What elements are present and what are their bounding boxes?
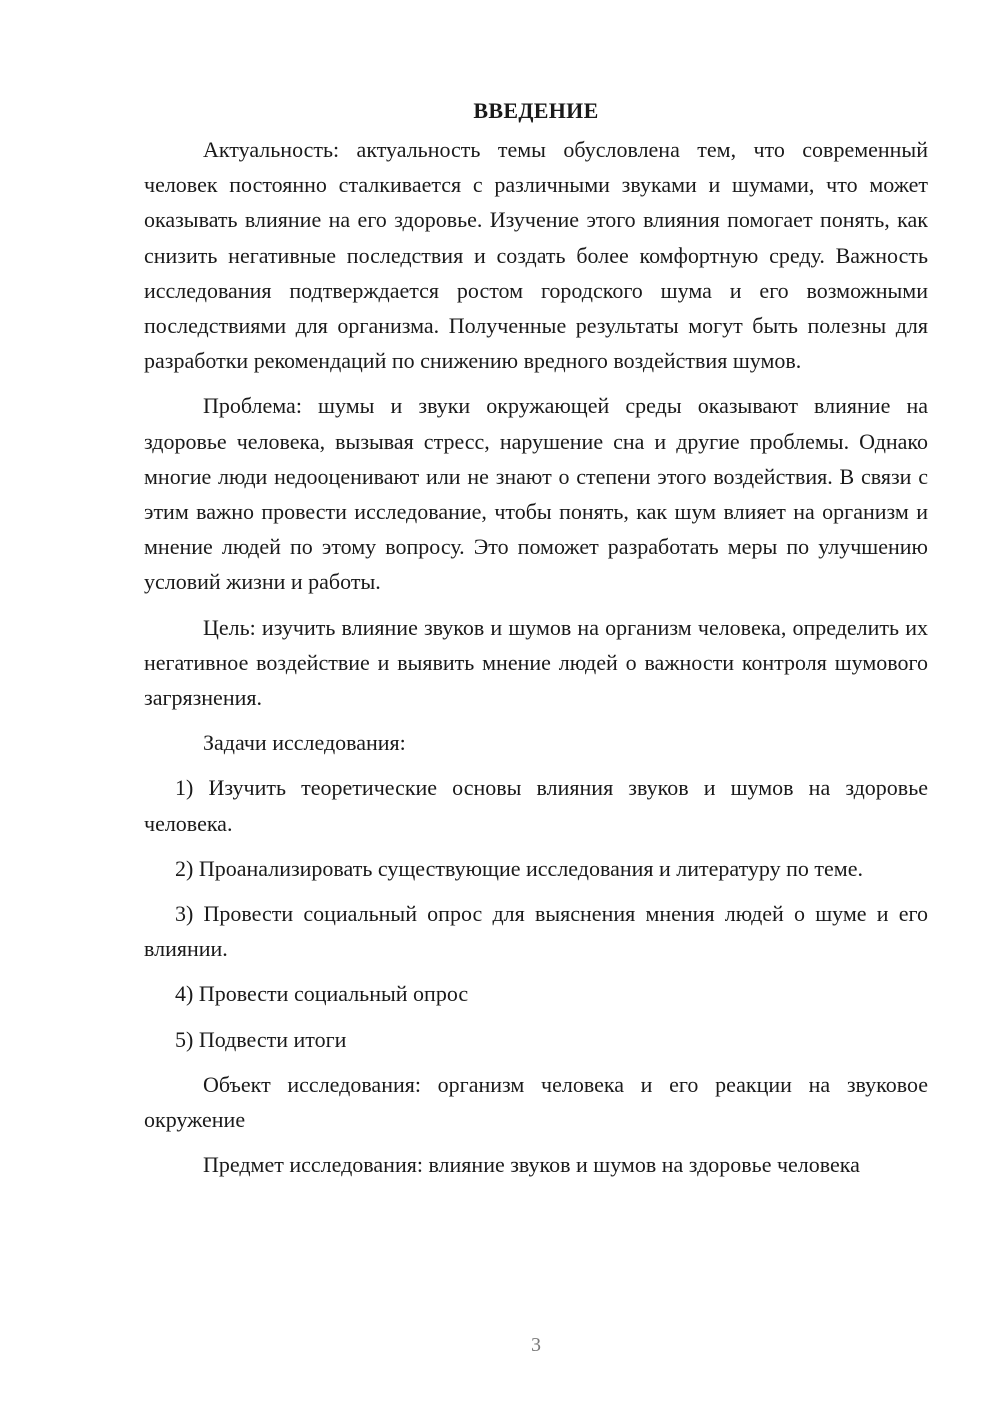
problem-paragraph: Проблема: шумы и звуки окружающей среды оказывают влияние на здоровье человека, вызывая стресс, нарушение сна и другие проблемы. Однако многие люди недооценивают или не знают о степени этого воздействия. В связи с этим важно провести исследование, чтобы понять, как шум влияет на организм и мнение людей по этому вопросу. Это поможет разработать меры по улучшению условий жизни и работы. bbox=[144, 393, 928, 595]
subject-paragraph: Предмет исследования: влияние звуков и шумов на здоровье человека bbox=[203, 1152, 860, 1178]
document-page bbox=[144, 92, 928, 1192]
task-item-5: 5) Подвести итоги bbox=[175, 1026, 347, 1052]
task-item-1: 1) Изучить теоретические основы влияния звуков и шумов на здоровье человека. bbox=[144, 775, 928, 836]
relevance-paragraph: Актуальность: актуальность темы обусловлена тем, что современный человек постоянно сталкивается с различными звуками и шумами, что может оказывать влияние на его здоровье. Изучение этого влияния помогает понять, как снизить негативные последствия и создать более комфортную среду. Важность исследования подтверждается ростом городского шума и его возможными последствиями для организма. Полученные результаты могут быть полезны для разработки рекомендаций по снижению вредного воздействия шумов. bbox=[144, 137, 928, 374]
task-item-3: 3) Провести социальный опрос для выяснения мнения людей о шуме и его влиянии. bbox=[144, 901, 928, 962]
tasks-heading: Задачи исследования: bbox=[203, 730, 406, 756]
page-title: ВВЕДЕНИЕ bbox=[473, 98, 599, 123]
task-item-4: 4) Провести социальный опрос bbox=[175, 981, 469, 1007]
goal-paragraph: Цель: изучить влияние звуков и шумов на организм человека, определить их негативное воздействие и выявить мнение людей о важности контроля шумового загрязнения. bbox=[144, 614, 928, 711]
task-item-2: 2) Проанализировать существующие исследования и литературу по теме. bbox=[175, 855, 863, 881]
page-number: 3 bbox=[531, 1334, 541, 1356]
tasks-list bbox=[144, 770, 928, 1056]
object-paragraph: Объект исследования: организм человека и его реакции на звуковое окружение bbox=[144, 1071, 928, 1133]
